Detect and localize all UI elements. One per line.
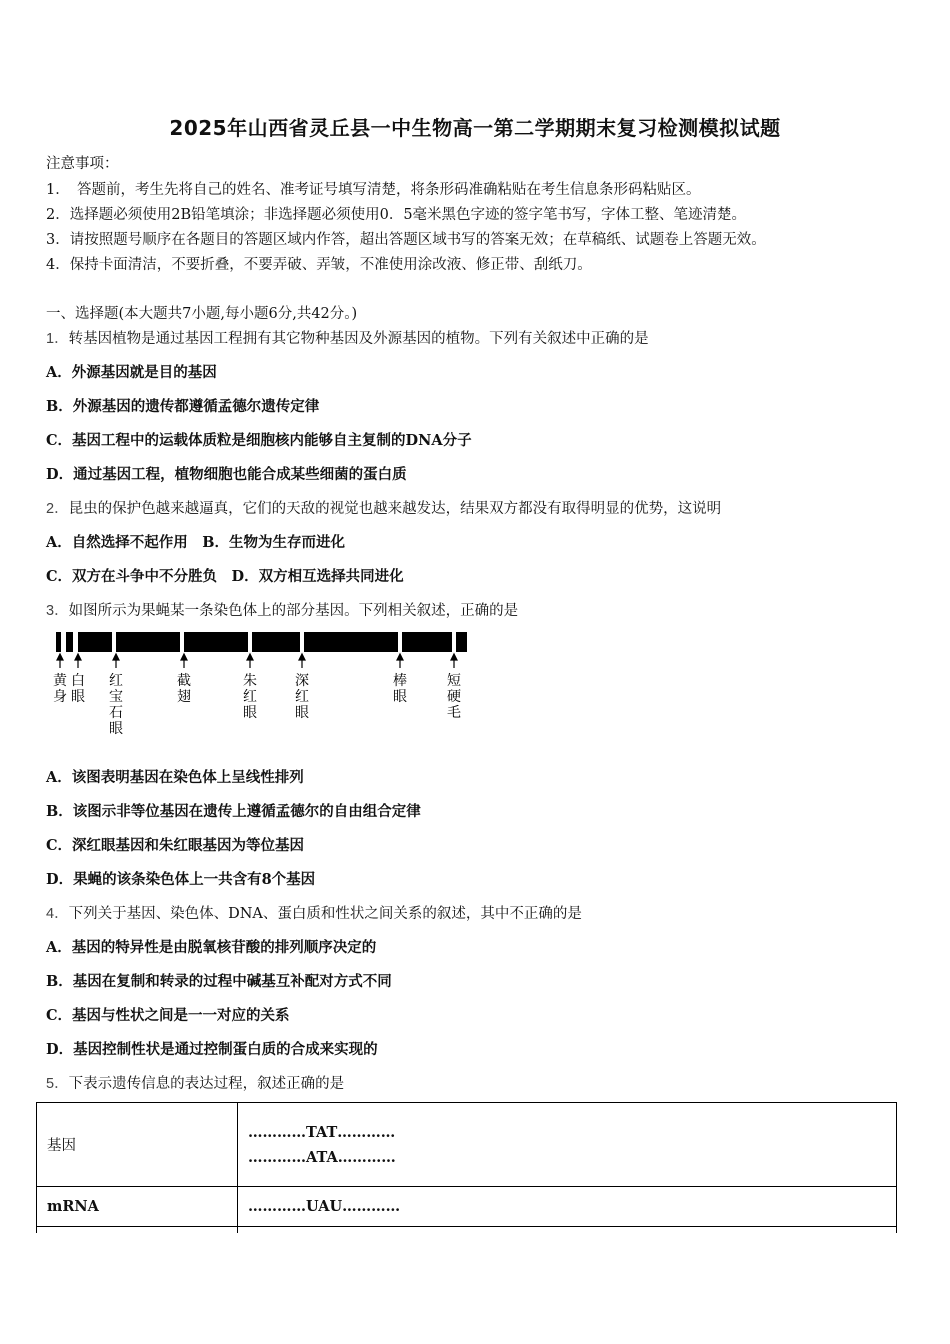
gene-label: 短硬毛: [447, 673, 461, 721]
notice-item-4: 4．保持卡面清洁，不要折叠，不要弄破、弄皱，不准使用涂改液、修正带、刮纸刀。: [46, 257, 592, 273]
q4-option-a: A．基因的特异性是由脱氧核苷酸的排列顺序决定的: [46, 939, 377, 956]
q1-option-d: D．通过基因工程，植物细胞也能合成某些细菌的蛋白质: [46, 466, 407, 483]
question-2-stem: 2．昆虫的保护色越来越逼真，它们的天敌的视觉也越来越发达，结果双方都没有取得明显的优势，这说明: [46, 501, 722, 517]
q4-option-d: D．基因控制性状是通过控制蛋白质的合成来实现的: [46, 1041, 378, 1058]
q4-option-c: C．基因与性状之间是一一对应的关系: [46, 1007, 290, 1024]
section-heading: 一、选择题(本大题共7小题,每小题6分,共42分。): [46, 306, 358, 322]
table-cell-label: mRNA: [37, 1187, 238, 1227]
q1-option-c: C．基因工程中的运载体质粒是细胞核内能够自主复制的DNA分子: [46, 432, 472, 449]
chromosome-svg: [50, 630, 480, 740]
table-cell-value: …………UAU…………: [238, 1187, 897, 1227]
page-title: 2025年山西省灵丘县一中生物高一第二学期期末复习检测模拟试题: [169, 116, 781, 140]
q2-options-ab: A．自然选择不起作用 B．生物为生存而进化: [46, 534, 346, 551]
q1-option-b: B．外源基因的遗传都遵循孟德尔遗传定律: [46, 398, 320, 415]
question-1-stem: 1．转基因植物是通过基因工程拥有其它物种基因及外源基因的植物。下列有关叙述中正确的是: [46, 331, 649, 347]
chromosome-bar: [56, 632, 467, 652]
table-row: [37, 1227, 897, 1233]
chromosome-gene-diagram: [50, 630, 480, 740]
notice-item-1: 1． 答题前，考生先将自己的姓名、准考证号填写清楚，将条形码准确粘贴在考生信息条形码粘贴区。: [46, 182, 701, 198]
table-row: [37, 1103, 897, 1187]
q2-options-cd: C．双方在斗争中不分胜负 D．双方相互选择共同进化: [46, 568, 404, 585]
gene-label: 白眼: [71, 673, 85, 705]
gene-arrows: [57, 654, 457, 668]
gene-label: 朱红眼: [243, 673, 257, 721]
gene-label: 棒眼: [393, 673, 407, 705]
question-5-stem: 5．下表示遗传信息的表达过程，叙述正确的是: [46, 1076, 345, 1092]
q1-option-a: A．外源基因就是目的基因: [46, 364, 217, 381]
notice-item-3: 3．请按照题号顺序在各题目的答题区域内作答，超出答题区域书写的答案无效；在草稿纸、试题卷上答题无效。: [46, 232, 766, 248]
gene-label: 黄身: [53, 673, 67, 705]
gene-expression-table: [36, 1102, 897, 1233]
table-cell-value: …………TAT………… …………ATA…………: [238, 1103, 897, 1187]
q3-option-b: B．该图示非等位基因在遗传上遵循孟德尔的自由组合定律: [46, 803, 421, 820]
notice-heading: 注意事项：: [46, 156, 119, 172]
q4-option-b: B．基因在复制和转录的过程中碱基互补配对方式不同: [46, 973, 392, 990]
gene-label: 红宝石眼: [109, 673, 123, 737]
q3-option-d: D．果蝇的该条染色体上一共含有8个基因: [46, 871, 316, 888]
question-3-stem: 3．如图所示为果蝇某一条染色体上的部分基因。下列相关叙述，正确的是: [46, 603, 519, 619]
notice-item-2: 2．选择题必须使用2B铅笔填涂；非选择题必须使用0．5毫米黑色字迹的签字笔书写，字体工整、笔迹清楚。: [46, 207, 747, 223]
table-row: [37, 1187, 897, 1227]
table-cell-label: 基因: [37, 1103, 238, 1187]
q3-option-a: A．该图表明基因在染色体上呈线性排列: [46, 769, 304, 786]
question-4-stem: 4．下列关于基因、染色体、DNA、蛋白质和性状之间关系的叙述，其中不正确的是: [46, 906, 582, 922]
q3-option-c: C．深红眼基因和朱红眼基因为等位基因: [46, 837, 305, 854]
gene-labels: [53, 672, 461, 737]
gene-label: 截翅: [177, 673, 191, 705]
gene-label: 深红眼: [295, 673, 309, 721]
